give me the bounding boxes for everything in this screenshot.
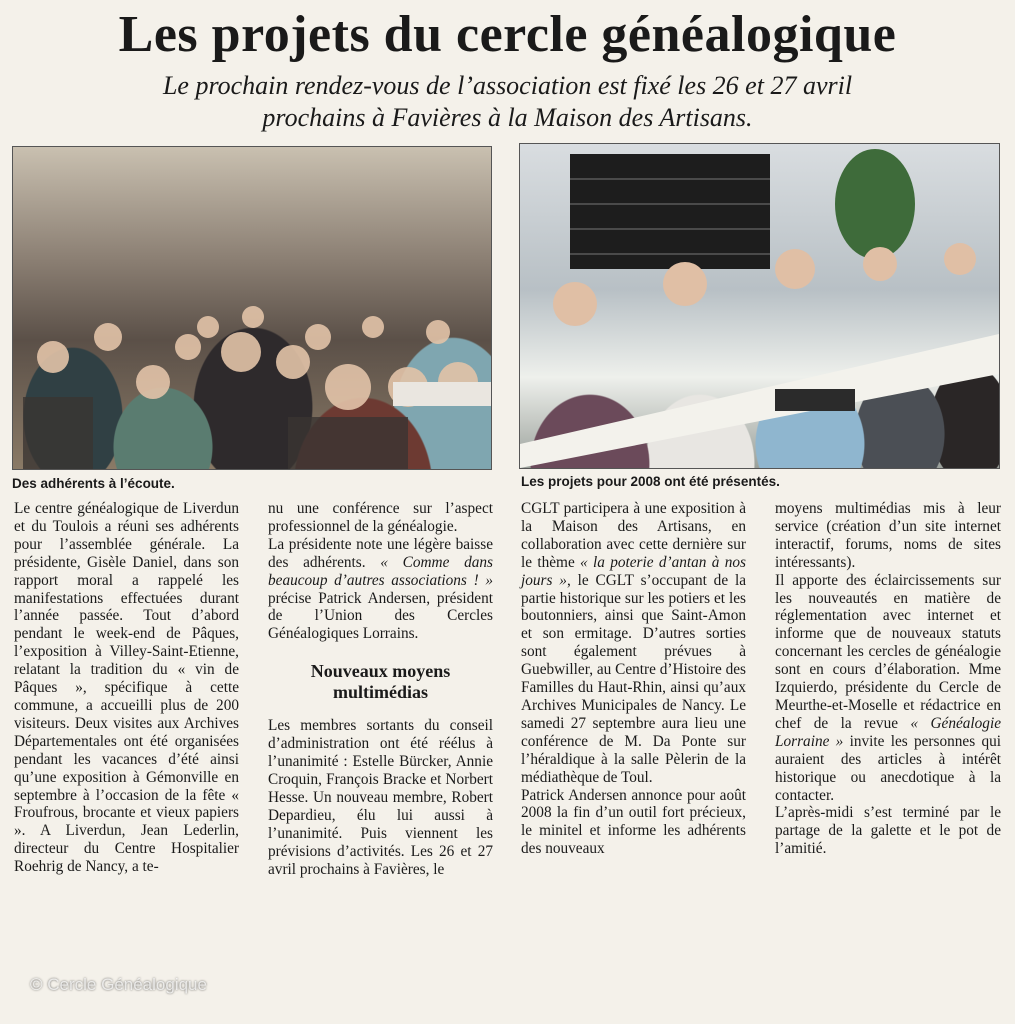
column-4-text-a: Il apporte des éclaircissements sur les nouveautés en matière de réglementation avec internet et informe que de nouveaux statuts concernant les cercles de généalogie sont en cours d’élaboration. Mme Izquierdo, présidente du Cercle de Meurthe-et-Moselle et rédactrice en chef de la revue — [775, 571, 1001, 732]
caption-right: Les projets pour 2008 ont été présentés. — [521, 474, 780, 489]
article-column-4 — [775, 500, 1001, 858]
column-3-quote: « la poterie d’antan à nos jours » — [521, 553, 746, 589]
column-2-text-a: La présidente note une légère baisse des adhérents. — [268, 535, 493, 571]
column-2-paragraph-3: Les membres sortants du conseil d’administration ont été réélus à l’unanimité : Estelle Bürcker, Annie Croquin, François Bracke et Norbert Hesse. Un nouveau membre, Robert Depardieu, élu lui aussi à l’unanimité. Puis viennent les prévisions d’activités. Les 26 et 27 avril prochains à Favières, le — [268, 717, 493, 878]
audience-illustration — [13, 147, 491, 469]
column-3-text-a: CGLT participera à une exposition à la Maison des Artisans, en collaboration avec cette dernière sur le thème — [521, 500, 746, 571]
column-4-quote: « Généalogie Lorraine » — [775, 714, 1001, 750]
column-3-paragraph-1 — [521, 500, 746, 787]
column-2-quote: « Comme dans beaucoup d’autres associations ! » — [268, 553, 493, 589]
column-3-text-b: , le CGLT s’occupant de la partie historique sur les potiers et les boutonniers, ainsi que Saint-Amon et son ermitage. D’autres sorties sont également prévues à Guebwiller, au Centre d’Histoire des Familles du Haut-Rhin, ainsi qu’aux Archives Municipales de Nancy. Le samedi 27 septembre aura lieu une conférence de M. Da Ponte sur l’héraldique à la salle Pèlerin de la médiathèque de Toul. — [521, 571, 746, 786]
article-title: Les projets du cercle généalogique — [118, 6, 897, 63]
column-4-paragraph-1: moyens multimédias mis à leur service (création d’un site internet interactif, forums, noms de sites intéressants). — [775, 500, 1001, 571]
subheading-multimedia: Nouveaux moyens multimédias — [310, 661, 451, 703]
column-2-text-b: précise Patrick Andersen, président de l’Union des Cercles Généalogiques Lorrains. — [268, 589, 493, 643]
column-4-paragraph-2 — [775, 572, 1001, 805]
article-column-2 — [268, 500, 493, 878]
column-1-paragraph: Le centre généalogique de Liverdun et du Toulois a réuni ses adhérents pour l’assemblée générale. La présidente, Gisèle Daniel, dans son rapport moral a rappelé les manifestations effectuées durant l’année passée. Tout d’abord pendant le week-end de Pâques, l’exposition à Villey-Saint-Etienne, relatant la tradition du « vin de Pâques », spécifique à cette commune, a accueilli plus de 200 visiteurs. Deux visites aux Archives Départementales ont été organisées pendant les vacances d’été ainsi qu’une exposition à Gémonville en septembre à l’occasion de la fête « Froufrous, brocante et vieux papiers ». A Liverdun, Jean Lederlin, directeur du Centre Hospitalier Roehrig de Nancy, a te- — [14, 500, 239, 876]
article-subtitle — [20, 70, 995, 134]
caption-left: Des adhérents à l’écoute. — [12, 476, 175, 491]
subtitle-line-1: Le prochain rendez-vous de l’association est fixé les 26 et 27 avril — [162, 71, 853, 100]
subtitle-line-2: prochains à Favières à la Maison des Artisans. — [262, 103, 753, 132]
column-2-paragraph-2 — [268, 536, 493, 643]
column-2-paragraph-1: nu une conférence sur l’aspect professionnel de la généalogie. — [268, 500, 493, 535]
column-4-paragraph-3: L’après-midi s’est terminé par le partage de la galette et le pot de l’amitié. — [775, 804, 1001, 858]
column-3-paragraph-2: Patrick Andersen annonce pour août 2008 la fin d’un outil fort précieux, le minitel et informe les adhérents des nouveaux — [521, 786, 746, 858]
article-column-3 — [521, 500, 746, 858]
photo-panel — [519, 143, 1000, 469]
article-column-1 — [14, 500, 239, 876]
column-4-text-b: invite les personnes qui auraient des articles à intérêt historique ou anecdotique à la contacter. — [775, 732, 1001, 804]
copyright-watermark: © Cercle Généalogique — [30, 975, 207, 994]
panel-illustration — [520, 144, 999, 468]
photo-audience — [12, 146, 492, 470]
